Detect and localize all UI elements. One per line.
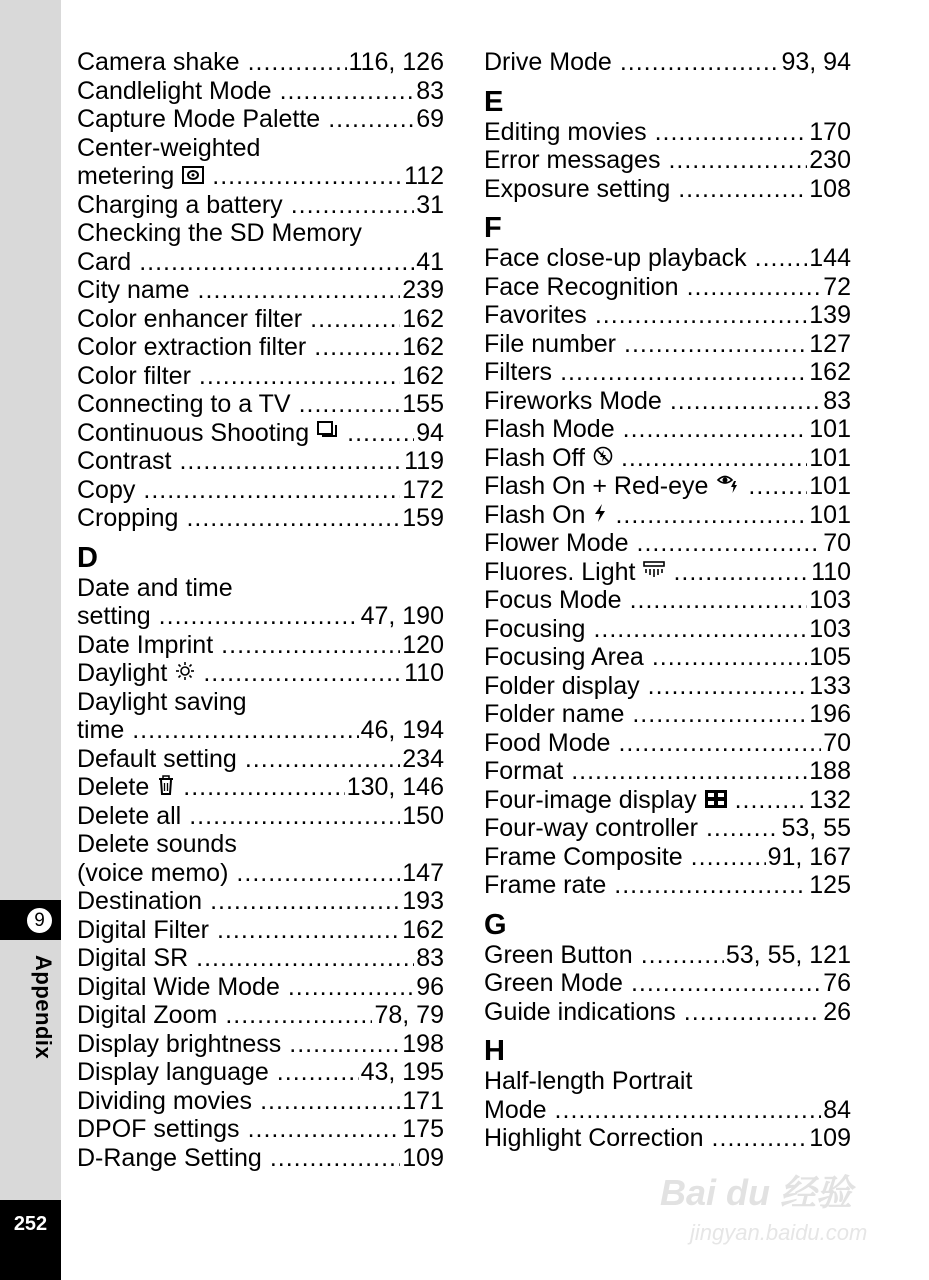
index-pages: 101 bbox=[809, 472, 851, 500]
index-entry bbox=[484, 301, 851, 330]
index-entry bbox=[484, 444, 851, 473]
index-term: Delete bbox=[77, 773, 150, 801]
index-pages: 132 bbox=[809, 785, 851, 814]
index-entry bbox=[484, 330, 851, 359]
index-pages: 127 bbox=[809, 329, 851, 358]
index-entry bbox=[77, 390, 444, 419]
index-term: Focusing Area bbox=[484, 643, 644, 671]
index-pages: 47, 190 bbox=[360, 602, 444, 630]
section-letter: E bbox=[484, 85, 504, 118]
index-pages: 175 bbox=[402, 1115, 444, 1143]
index-entry bbox=[77, 248, 444, 277]
index-term: Camera shake bbox=[77, 48, 240, 76]
index-term: File number bbox=[484, 329, 616, 358]
index-entry bbox=[77, 631, 444, 660]
section-letter: D bbox=[77, 541, 98, 574]
index-pages: 83 bbox=[416, 76, 444, 105]
index-entry bbox=[77, 333, 444, 362]
index-entry bbox=[484, 415, 851, 444]
index-term: City name bbox=[77, 276, 190, 304]
index-term: Favorites bbox=[484, 301, 587, 329]
index-entry bbox=[77, 1058, 444, 1087]
index-term: Flash Mode bbox=[484, 415, 615, 443]
index-entry bbox=[77, 887, 444, 916]
index-entry bbox=[77, 77, 444, 106]
index-pages: 101 bbox=[809, 415, 851, 443]
index-term: Format bbox=[484, 757, 564, 785]
index-term: time bbox=[77, 716, 125, 744]
index-pages: 91, 167 bbox=[767, 842, 851, 871]
index-entry bbox=[484, 941, 851, 970]
index-term: Continuous Shooting bbox=[77, 418, 310, 447]
index-term: Face close-up playback bbox=[484, 244, 747, 272]
index-pages: 109 bbox=[809, 1124, 851, 1152]
index-entry bbox=[484, 529, 851, 558]
section-letter: H bbox=[484, 1035, 505, 1067]
index-pages: 155 bbox=[402, 390, 444, 418]
index-term-line1: Date and time bbox=[77, 573, 233, 602]
index-entry bbox=[484, 273, 851, 302]
index-entry bbox=[77, 105, 444, 134]
daylight-sun-icon bbox=[175, 661, 195, 681]
index-term: Error messages bbox=[484, 146, 661, 174]
index-entry bbox=[77, 659, 444, 688]
index-pages: 41 bbox=[416, 247, 444, 276]
index-entry bbox=[77, 1001, 444, 1030]
index-pages: 105 bbox=[809, 643, 851, 671]
index-term: Digital Wide Mode bbox=[77, 972, 280, 1001]
index-entry bbox=[77, 305, 444, 334]
index-pages: 139 bbox=[809, 301, 851, 329]
index-pages: 110 bbox=[811, 557, 851, 586]
index-entry bbox=[484, 586, 851, 615]
index-term: Display brightness bbox=[77, 1029, 282, 1058]
index-term: Daylight bbox=[77, 659, 168, 687]
index-pages: 84 bbox=[823, 1095, 851, 1124]
index-term: Four-image display bbox=[484, 785, 697, 814]
index-pages: 162 bbox=[809, 358, 851, 386]
index-term: Exposure setting bbox=[484, 174, 671, 203]
index-term: Fluores. Light bbox=[484, 557, 636, 586]
index-pages: 198 bbox=[402, 1029, 444, 1058]
index-entry bbox=[77, 1087, 444, 1116]
index-entry bbox=[484, 672, 851, 701]
index-pages: 109 bbox=[402, 1143, 444, 1172]
watermark-logo: Bai du 经验 bbox=[660, 1172, 853, 1213]
index-term: Dividing movies bbox=[77, 1086, 253, 1115]
index-pages: 70 bbox=[823, 529, 851, 557]
index-pages: 116, 126 bbox=[348, 48, 444, 76]
index-pages: 130, 146 bbox=[346, 773, 444, 801]
index-term: Digital SR bbox=[77, 944, 189, 972]
index-entry bbox=[484, 1124, 851, 1153]
index-term: Charging a battery bbox=[77, 190, 283, 219]
index-term: Destination bbox=[77, 887, 203, 915]
index-pages: 144 bbox=[809, 244, 851, 272]
index-term: Connecting to a TV bbox=[77, 390, 291, 418]
trash-icon bbox=[157, 775, 175, 795]
index-entry bbox=[484, 843, 851, 872]
index-entry bbox=[77, 1115, 444, 1144]
continuous-shooting-icon bbox=[317, 421, 339, 441]
index-pages: 78, 79 bbox=[374, 1001, 444, 1029]
index-term: Date Imprint bbox=[77, 630, 214, 659]
index-term: Frame rate bbox=[484, 871, 607, 899]
red-eye-flash-icon bbox=[716, 472, 740, 494]
watermark-url: jingyan.baidu.com bbox=[690, 1220, 868, 1245]
index-pages: 46, 194 bbox=[360, 716, 444, 744]
index-term-line1: Half-length Portrait bbox=[484, 1067, 693, 1095]
index-entry bbox=[484, 472, 851, 501]
index-term: Default setting bbox=[77, 744, 237, 773]
index-entry bbox=[484, 871, 851, 900]
index-pages: 159 bbox=[402, 504, 444, 532]
index-pages: 76 bbox=[823, 969, 851, 997]
index-column-right bbox=[484, 48, 851, 1153]
index-term: Flash On + Red-eye bbox=[484, 472, 709, 500]
index-entry bbox=[77, 191, 444, 220]
index-entry bbox=[77, 916, 444, 945]
four-image-grid-icon bbox=[705, 790, 727, 808]
index-term: Digital Filter bbox=[77, 915, 209, 944]
index-entry bbox=[77, 504, 444, 533]
index-term: Mode bbox=[484, 1095, 547, 1124]
index-pages: 133 bbox=[809, 671, 851, 700]
index-pages: 69 bbox=[416, 105, 444, 133]
index-term: (voice memo) bbox=[77, 858, 229, 887]
index-pages: 53, 55, 121 bbox=[725, 940, 851, 969]
index-term: Focusing bbox=[484, 614, 586, 643]
index-pages: 96 bbox=[416, 972, 444, 1001]
index-pages: 53, 55 bbox=[781, 814, 851, 842]
index-entry bbox=[77, 773, 444, 802]
index-pages: 193 bbox=[402, 887, 444, 915]
index-entry bbox=[484, 48, 851, 77]
index-entry bbox=[77, 476, 444, 505]
chapter-label: Appendix bbox=[31, 955, 56, 1060]
index-term: Frame Composite bbox=[484, 842, 683, 871]
index-pages: 83 bbox=[416, 944, 444, 972]
index-pages: 162 bbox=[402, 361, 444, 390]
index-pages: 83 bbox=[823, 386, 851, 415]
index-term-line1: Delete sounds bbox=[77, 830, 237, 858]
side-strip bbox=[0, 0, 61, 1280]
index-pages: 234 bbox=[402, 744, 444, 773]
index-pages: 162 bbox=[402, 304, 444, 333]
page-number-box bbox=[0, 1200, 61, 1280]
index-entry bbox=[484, 244, 851, 273]
index-entry bbox=[77, 973, 444, 1002]
index-entry bbox=[77, 602, 444, 631]
index-entry bbox=[77, 362, 444, 391]
index-term: Editing movies bbox=[484, 117, 647, 146]
index-entry bbox=[77, 716, 444, 745]
index-entry bbox=[77, 48, 444, 77]
index-entry bbox=[77, 419, 444, 448]
index-pages: 172 bbox=[402, 475, 444, 504]
index-term: Guide indications bbox=[484, 997, 676, 1026]
index-entry bbox=[77, 1030, 444, 1059]
index-entry bbox=[484, 615, 851, 644]
index-entry bbox=[484, 501, 851, 530]
index-pages: 93, 94 bbox=[781, 48, 851, 76]
index-pages: 103 bbox=[809, 614, 851, 643]
index-term: Color filter bbox=[77, 361, 191, 390]
index-term: Contrast bbox=[77, 447, 172, 475]
index-term: Face Recognition bbox=[484, 272, 679, 301]
center-weighted-metering-icon bbox=[182, 166, 204, 184]
index-term: Highlight Correction bbox=[484, 1124, 704, 1152]
index-pages: 119 bbox=[404, 447, 444, 475]
index-term: Food Mode bbox=[484, 728, 611, 757]
index-pages: 72 bbox=[823, 272, 851, 301]
index-entry bbox=[484, 700, 851, 729]
index-entry bbox=[484, 358, 851, 387]
index-pages: 171 bbox=[402, 1086, 444, 1115]
index-entry bbox=[77, 802, 444, 831]
index-term-line1: Checking the SD Memory bbox=[77, 219, 362, 247]
index-term: Focus Mode bbox=[484, 586, 622, 614]
index-term: Card bbox=[77, 247, 132, 276]
index-term: Display language bbox=[77, 1058, 269, 1086]
index-entry bbox=[484, 998, 851, 1027]
index-term-line1: Daylight saving bbox=[77, 687, 247, 716]
index-pages: 70 bbox=[823, 728, 851, 757]
index-entry bbox=[484, 175, 851, 204]
section-letter: F bbox=[484, 212, 502, 244]
index-pages: 120 bbox=[402, 630, 444, 659]
index-term: Green Button bbox=[484, 940, 633, 969]
index-term: Candlelight Mode bbox=[77, 76, 272, 105]
index-term: Color enhancer filter bbox=[77, 304, 303, 333]
index-entry bbox=[77, 944, 444, 973]
index-entry bbox=[77, 859, 444, 888]
index-pages: 162 bbox=[402, 333, 444, 361]
index-entry bbox=[77, 745, 444, 774]
index-pages: 230 bbox=[809, 146, 851, 174]
index-pages: 43, 195 bbox=[360, 1058, 444, 1086]
index-column-left bbox=[77, 48, 444, 1172]
index-pages: 170 bbox=[809, 117, 851, 146]
index-term: Four-way controller bbox=[484, 814, 698, 842]
index-term: DPOF settings bbox=[77, 1115, 240, 1143]
index-term: Copy bbox=[77, 475, 136, 504]
index-term: Digital Zoom bbox=[77, 1001, 218, 1029]
index-entry bbox=[484, 643, 851, 672]
index-entry bbox=[484, 729, 851, 758]
flash-on-icon bbox=[593, 503, 607, 523]
index-term: Green Mode bbox=[484, 969, 623, 997]
index-entry bbox=[484, 1096, 851, 1125]
index-pages: 94 bbox=[416, 418, 444, 447]
index-entry bbox=[484, 757, 851, 786]
flash-off-icon bbox=[593, 446, 613, 466]
index-pages: 196 bbox=[809, 700, 851, 728]
index-pages: 101 bbox=[809, 500, 851, 529]
index-term: Flower Mode bbox=[484, 529, 629, 557]
page-number: 252 bbox=[13, 1213, 48, 1235]
index-pages: 103 bbox=[809, 586, 851, 614]
index-term: setting bbox=[77, 602, 151, 630]
index-entry bbox=[484, 558, 851, 587]
index-entry bbox=[77, 447, 444, 476]
index-term: Flash On bbox=[484, 500, 586, 529]
index-entry bbox=[484, 387, 851, 416]
index-pages: 147 bbox=[402, 858, 444, 887]
index-entry bbox=[77, 1144, 444, 1173]
chapter-number: 9 bbox=[26, 907, 53, 934]
index-term: D-Range Setting bbox=[77, 1143, 262, 1172]
index-pages: 239 bbox=[402, 276, 444, 304]
index-pages: 112 bbox=[404, 162, 444, 190]
index-term: Folder display bbox=[484, 671, 640, 700]
index-entry bbox=[484, 146, 851, 175]
index-pages: 101 bbox=[809, 443, 851, 472]
index-term-line1: Center-weighted bbox=[77, 133, 261, 162]
index-term: Drive Mode bbox=[484, 48, 612, 76]
index-entry bbox=[484, 814, 851, 843]
index-term: metering bbox=[77, 162, 175, 190]
index-pages: 108 bbox=[809, 174, 851, 203]
index-pages: 26 bbox=[823, 997, 851, 1026]
index-entry bbox=[77, 162, 444, 191]
section-letter: G bbox=[484, 908, 507, 941]
fluorescent-light-icon bbox=[643, 560, 665, 580]
index-term: Cropping bbox=[77, 504, 179, 532]
index-term: Capture Mode Palette bbox=[77, 105, 321, 133]
index-pages: 150 bbox=[402, 801, 444, 830]
index-entry bbox=[484, 118, 851, 147]
index-pages: 31 bbox=[416, 190, 444, 219]
index-entry bbox=[484, 969, 851, 998]
index-pages: 188 bbox=[809, 757, 851, 785]
index-pages: 110 bbox=[404, 659, 444, 687]
index-term: Color extraction filter bbox=[77, 333, 307, 361]
index-entry bbox=[484, 786, 851, 815]
index-term: Fireworks Mode bbox=[484, 386, 662, 415]
index-term: Filters bbox=[484, 358, 553, 386]
index-term: Folder name bbox=[484, 700, 625, 728]
index-pages: 125 bbox=[809, 871, 851, 899]
index-entry bbox=[77, 276, 444, 305]
index-term: Delete all bbox=[77, 801, 182, 830]
index-pages: 162 bbox=[402, 915, 444, 944]
index-term: Flash Off bbox=[484, 443, 585, 472]
